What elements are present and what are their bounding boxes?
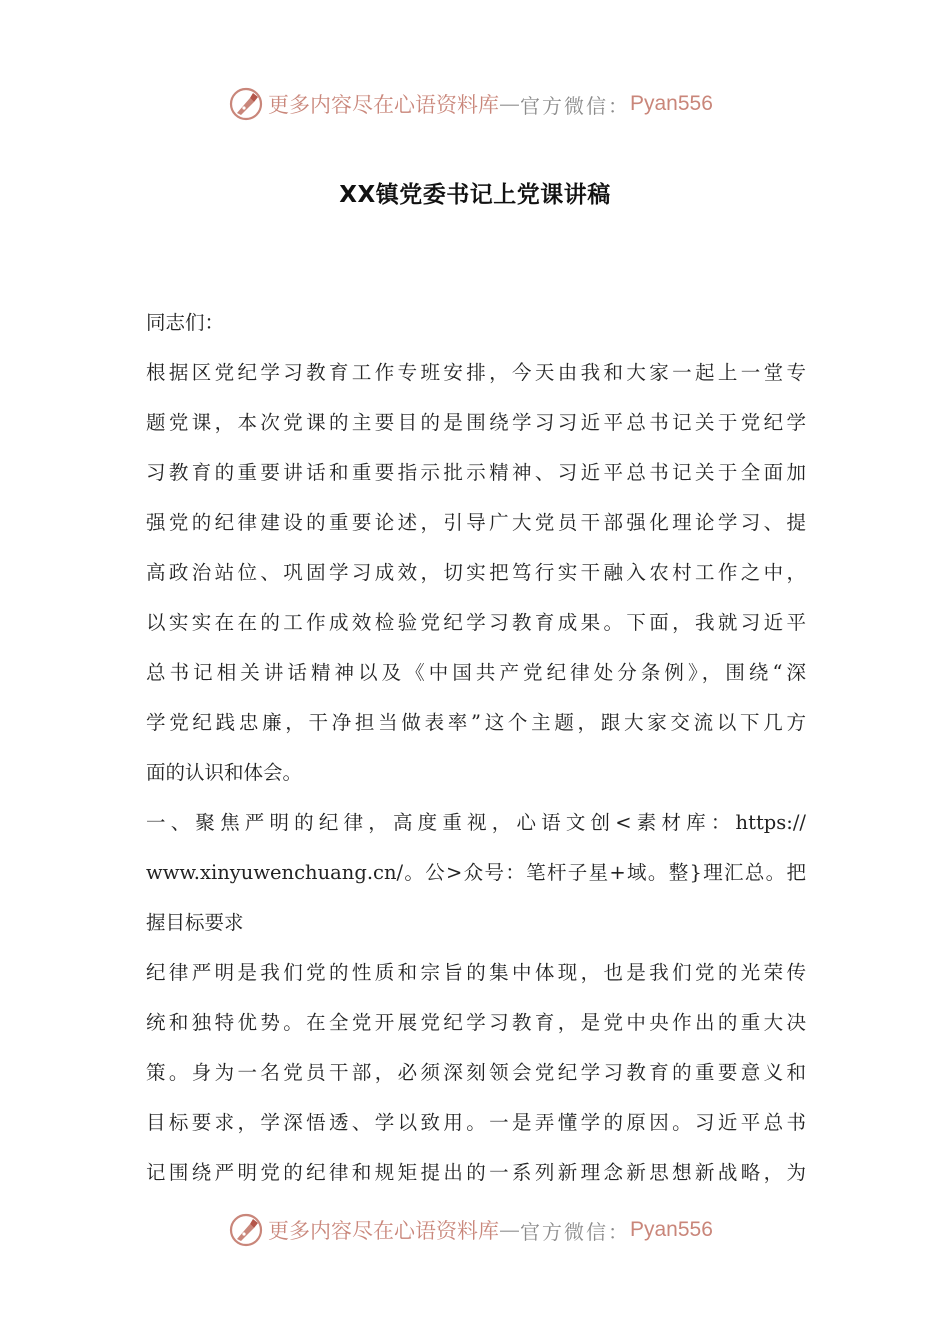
body-line: 统和独特优势。在全党开展党纪学习教育，是党中央作出的重大决 bbox=[146, 1011, 806, 1034]
document-body bbox=[146, 298, 806, 1198]
body-line: 记围绕严明党的纪律和规矩提出的一系列新理念新思想新战略，为 bbox=[146, 1161, 806, 1184]
banner-wechat-label: 官方微信： bbox=[520, 1219, 630, 1244]
footer-watermark bbox=[228, 1210, 748, 1250]
banner-wechat-label: 官方微信： bbox=[520, 93, 630, 118]
section-heading-line: 一、聚焦严明的纪律，高度重视，心语文创<素材库：https:// bbox=[146, 811, 806, 834]
banner-text: 更多内容尽在心语资料库 bbox=[268, 93, 499, 117]
body-line: 目标要求，学深悟透、学以致用。一是弄懂学的原因。习近平总书 bbox=[146, 1111, 806, 1134]
header-watermark bbox=[228, 84, 748, 124]
banner-wechat-id: Pyan556 bbox=[630, 1218, 713, 1241]
section-heading-line: www.xinyuwenchuang.cn/。公>众号：笔杆子星+域。整}理汇总。把 bbox=[146, 861, 806, 884]
banner-text: 更多内容尽在心语资料库 bbox=[268, 1219, 499, 1243]
body-line: 以实实在在的工作成效检验党纪学习教育成果。下面，我就习近平 bbox=[146, 611, 806, 634]
body-line: 题党课，本次党课的主要目的是围绕学习习近平总书记关于党纪学 bbox=[146, 411, 806, 434]
body-line: 根据区党纪学习教育工作专班安排，今天由我和大家一起上一堂专 bbox=[146, 361, 806, 384]
banner-dash: — bbox=[499, 1218, 520, 1242]
pen-nib-logo-icon bbox=[228, 1212, 264, 1248]
body-line: 强党的纪律建设的重要论述，引导广大党员干部强化理论学习、提 bbox=[146, 511, 806, 534]
body-line: 习教育的重要讲话和重要指示批示精神、习近平总书记关于全面加 bbox=[146, 461, 806, 484]
body-line: 纪律严明是我们党的性质和宗旨的集中体现，也是我们党的光荣传 bbox=[146, 961, 806, 984]
body-line: 学党纪践忠廉，干净担当做表率”这个主题，跟大家交流以下几方 bbox=[146, 711, 806, 734]
document-title: XX镇党委书记上党课讲稿 bbox=[339, 182, 611, 208]
banner-dash: — bbox=[499, 92, 520, 116]
banner-wechat-id: Pyan556 bbox=[630, 92, 713, 115]
section-heading-line: 握目标要求 bbox=[146, 911, 244, 934]
body-line: 高政治站位、巩固学习成效，切实把笃行实干融入农村工作之中， bbox=[146, 561, 806, 584]
salutation-line: 同志们： bbox=[146, 311, 225, 334]
body-line: 总书记相关讲话精神以及《中国共产党纪律处分条例》，围绕“深 bbox=[146, 661, 806, 684]
body-line: 面的认识和体会。 bbox=[146, 761, 303, 784]
body-line: 策。身为一名党员干部，必须深刻领会党纪学习教育的重要意义和 bbox=[146, 1061, 806, 1084]
pen-nib-logo-icon bbox=[228, 86, 264, 122]
